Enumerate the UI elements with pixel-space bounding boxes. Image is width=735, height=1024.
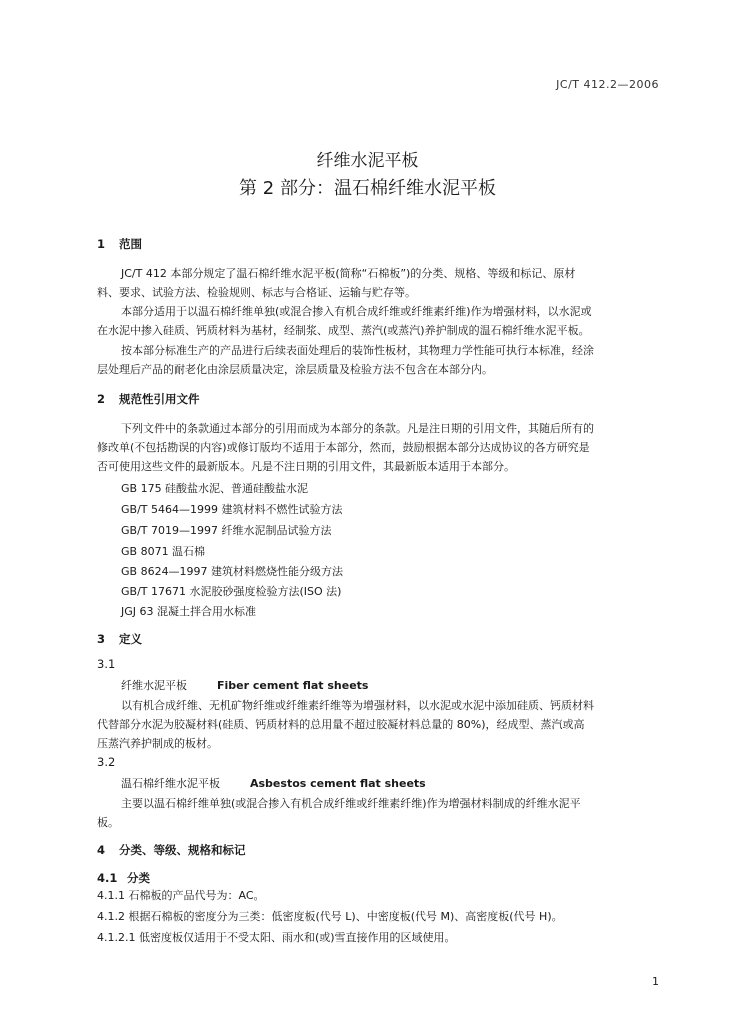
term-english: Fiber cement flat sheets bbox=[217, 679, 369, 692]
term-chinese: 温石棉纤维水泥平板 bbox=[121, 777, 220, 790]
section-2-heading bbox=[97, 391, 200, 407]
paragraph-line: 层处理后产品的耐老化由涂层质量决定，涂层质量及检验方法不包含在本部分内。 bbox=[97, 363, 493, 376]
paragraph-line: 否可使用这些文件的最新版本。凡是不注日期的引用文件，其最新版本适用于本部分。 bbox=[97, 460, 515, 473]
reference-item: GB/T 7019—1997 纤维水泥制品试验方法 bbox=[121, 524, 332, 537]
clause-item: 4.1.2.1 低密度板仅适用于不受太阳、雨水和(或)雪直接作用的区域使用。 bbox=[97, 931, 456, 944]
section-title: 定义 bbox=[119, 632, 142, 646]
section-number: 3 bbox=[97, 632, 106, 646]
paragraph-line: 压蒸汽养护制成的板材。 bbox=[97, 737, 218, 750]
reference-item: GB 8071 温石棉 bbox=[121, 545, 206, 558]
paragraph-line: 主要以温石棉纤维单独(或混合掺入有机合成纤维或纤维素纤维)作为增强材料制成的纤维水泥平 bbox=[121, 797, 581, 810]
section-title: 范围 bbox=[119, 237, 142, 251]
paragraph-line: 板。 bbox=[97, 816, 119, 829]
section-number: 4 bbox=[97, 843, 106, 857]
document-title: 纤维水泥平板 bbox=[316, 151, 419, 171]
clause-item: 4.1.2 根据石棉板的密度分为三类：低密度板(代号 L)、中密度板(代号 M)、高密度板(代号 H)。 bbox=[97, 910, 563, 923]
section-3-heading bbox=[97, 631, 142, 647]
definition-term bbox=[121, 677, 368, 693]
paragraph-line: 下列文件中的条款通过本部分的引用而成为本部分的条款。凡是注日期的引用文件，其随后所有的 bbox=[121, 422, 594, 435]
section-title: 分类、等级、规格和标记 bbox=[119, 843, 246, 857]
paragraph-line: 按本部分标准生产的产品进行后续表面处理后的装饰性板材，其物理力学性能可执行本标准，经涂 bbox=[121, 344, 594, 357]
paragraph-line: 本部分适用于以温石棉纤维单独(或混合掺入有机合成纤维或纤维素纤维)作为增强材料，以水泥或 bbox=[121, 305, 592, 318]
section-title: 规范性引用文件 bbox=[119, 392, 200, 406]
paragraph-line: JC/T 412 本部分规定了温石棉纤维水泥平板(简称“石棉板”)的分类、规格、等级和标记、原材 bbox=[121, 267, 576, 280]
section-1-heading bbox=[97, 236, 142, 252]
subsection-number: 4.1 bbox=[97, 871, 118, 885]
section-number: 2 bbox=[97, 392, 106, 406]
paragraph-line: 在水泥中掺入硅质、钙质材料为基材，经制浆、成型、蒸汽(或蒸汽)养护制成的温石棉纤维水泥平板。 bbox=[97, 324, 590, 337]
paragraph-line: 修改单(不包括勘误的内容)或修订版均不适用于本部分，然而，鼓励根据本部分达成协议的各方研究是 bbox=[97, 441, 590, 454]
reference-item: GB/T 5464—1999 建筑材料不燃性试验方法 bbox=[121, 503, 343, 516]
clause-item: 4.1.1 石棉板的产品代号为：AC。 bbox=[97, 889, 265, 902]
section-4-heading bbox=[97, 842, 246, 858]
document-subtitle: 第 2 部分：温石棉纤维水泥平板 bbox=[239, 178, 496, 199]
page-number: 1 bbox=[652, 975, 659, 988]
paragraph-line: 以有机合成纤维、无机矿物纤维或纤维素纤维等为增强材料，以水泥或水泥中添加硅质、钙质材料 bbox=[121, 699, 594, 712]
definition-term bbox=[121, 775, 426, 791]
standard-code: JC/T 412.2—2006 bbox=[556, 78, 659, 91]
reference-item: GB/T 17671 水泥胶砂强度检验方法(ISO 法) bbox=[121, 585, 342, 598]
reference-item: GB 175 硅酸盐水泥、普通硅酸盐水泥 bbox=[121, 482, 309, 495]
term-chinese: 纤维水泥平板 bbox=[121, 679, 187, 692]
reference-item: JGJ 63 混凝土拌合用水标准 bbox=[121, 605, 257, 618]
subsection-title: 分类 bbox=[127, 871, 150, 885]
definition-number: 3.1 bbox=[97, 657, 116, 671]
paragraph-line: 料、要求、试验方法、检验规则、标志与合格证、运输与贮存等。 bbox=[97, 286, 416, 299]
paragraph-line: 代替部分水泥为胶凝材料(硅质、钙质材料的总用量不超过胶凝材料总量的 80%)，经成型、蒸汽或高 bbox=[97, 718, 585, 731]
section-number: 1 bbox=[97, 237, 106, 251]
reference-item: GB 8624—1997 建筑材料燃烧性能分级方法 bbox=[121, 565, 344, 578]
definition-number: 3.2 bbox=[97, 755, 116, 769]
term-english: Asbestos cement flat sheets bbox=[250, 777, 426, 790]
subsection-4-1-heading bbox=[97, 870, 150, 886]
